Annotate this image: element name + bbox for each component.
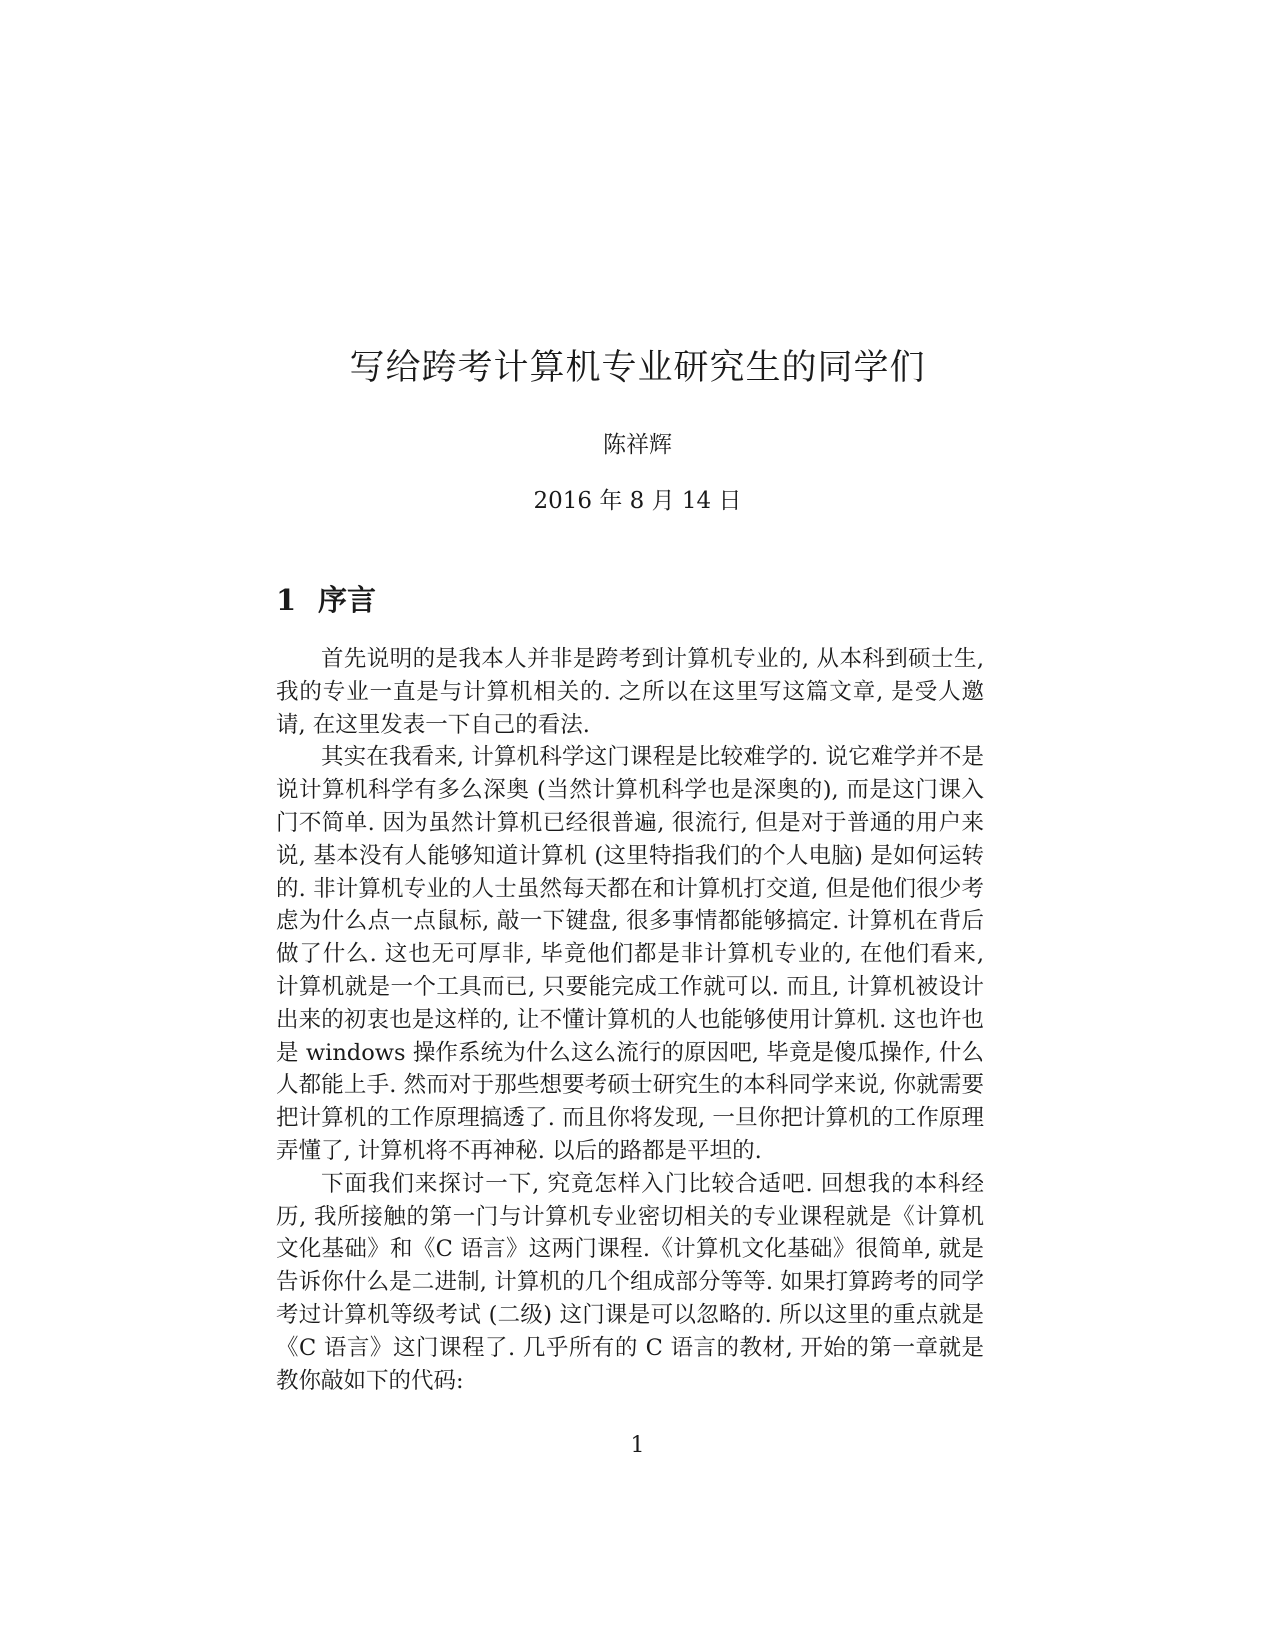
paragraph: 首先说明的是我本人并非是跨考到计算机专业的, 从本科到硕士生, 我的专业一直是与计算机相关的. 之所以在这里写这篇文章, 是受人邀请, 在这里发表一下自己的看法.: [276, 646, 984, 738]
body-text: [276, 643, 984, 1397]
document-author: 陈祥辉: [603, 432, 672, 458]
section-title: 序言: [318, 583, 377, 617]
paragraph: 其实在我看来, 计算机科学这门课程是比较难学的. 说它难学并不是说计算机科学有多么深奥 (当然计算机科学也是深奥的), 而是这门课入门不简单. 因为虽然计算机已经很普遍, 很流行, 但是对于普通的用户来说, 基本没有人能够知道计算机 (这里特指我们的个人电脑) 是如何运转的. 非计算机专业的人士虽然每天都在和计算机打交道, 但是他们很少考虑为什么点一点鼠标, 敲一下键盘, 很多事情都能够搞定. 计算机在背后做了什么. 这也无可厚非, 毕竟他们都是非计算机专业的, 在他们看来, 计算机就是一个工具而已, 只要能完成工作就可以. 而且, 计算机被设计出来的初衷也是这样的, 让不懂计算机的人也能够使用计算机. 这也许也是 windows 操作系统为什么这么流行的原因吧, 毕竟是傻瓜操作, 什么人都能上手. 然而对于那些想要考硕士研究生的本科同学来说, 你就需要把计算机的工作原理搞透了. 而且你将发现, 一旦你把计算机的工作原理弄懂了, 计算机将不再神秘. 以后的路都是平坦的.: [276, 744, 984, 1164]
section-number: 1: [276, 583, 297, 617]
paragraph: 下面我们来探讨一下, 究竟怎样入门比较合适吧. 回想我的本科经历, 我所接触的第一门与计算机专业密切相关的专业课程就是《计算机文化基础》和《C 语言》这两门课程.《计算机文化基础》很简单, 就是告诉你什么是二进制, 计算机的几个组成部分等等. 如果打算跨考的同学考过计算机等级考试 (二级) 这门课是可以忽略的. 所以这里的重点就是《C 语言》这门课程了. 几乎所有的 C 语言的教材, 开始的第一章就是教你敲如下的代码:: [276, 1170, 984, 1394]
document-date: 2016 年 8 月 14 日: [533, 488, 742, 514]
document-title: 写给跨考计算机专业研究生的同学们: [349, 348, 926, 388]
page-number: 1: [630, 1433, 645, 1458]
section-heading: [276, 582, 376, 618]
